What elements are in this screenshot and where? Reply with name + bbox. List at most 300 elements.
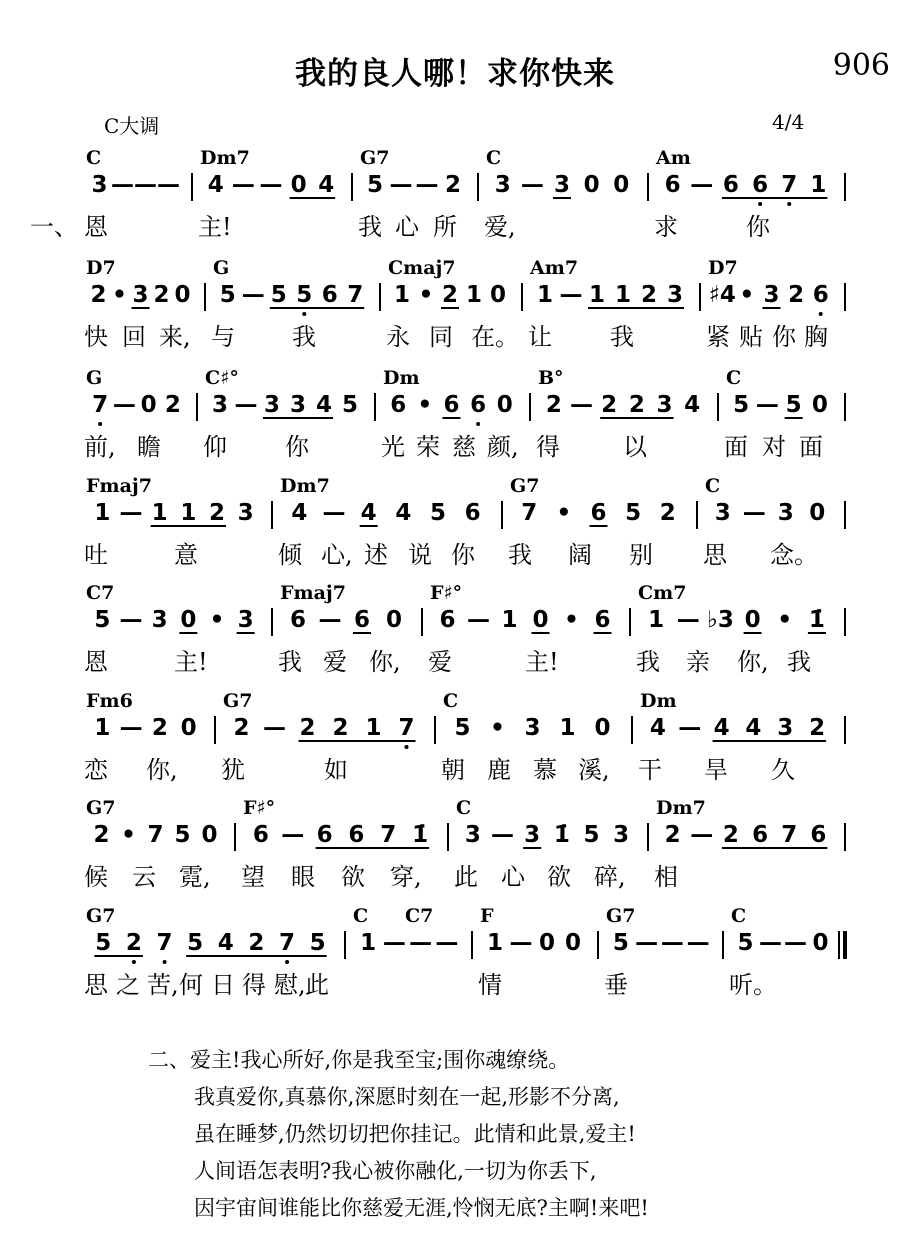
jianpu-note: 6 — [464, 500, 481, 526]
lower-octave-dot — [758, 202, 762, 206]
jianpu-note: 7 — [156, 930, 173, 956]
jianpu-note: 4 — [649, 715, 666, 741]
lyric-syllable: 说 — [408, 541, 432, 569]
jianpu-note: 1 — [151, 500, 168, 526]
lyric-syllable: 心 — [395, 213, 419, 241]
jianpu-note: 3 — [237, 607, 254, 633]
dot-augmentation: • — [739, 282, 755, 308]
lyric-syllable: 快 — [84, 323, 108, 351]
verse-two-line: 人间语怎表明?我心被你融化,一切为你丢下, — [194, 1159, 597, 1183]
dot-augmentation: • — [556, 500, 572, 526]
jianpu-note: 4 — [291, 500, 308, 526]
lyric-syllable: 鹿 — [487, 756, 511, 784]
jianpu-note: 5 — [737, 930, 754, 956]
lyric-syllable: 此 — [454, 863, 478, 891]
jianpu-note: 0 — [583, 172, 600, 198]
score-system — [0, 903, 910, 1023]
chord-symbol: Fmaj7 — [86, 475, 152, 497]
jianpu-note: 2 — [722, 822, 739, 848]
lyric-syllable: 同 — [429, 323, 453, 351]
dot-augmentation: • — [209, 607, 225, 633]
dot-augmentation: • — [777, 607, 793, 633]
dash-extension: — — [318, 607, 342, 633]
jianpu-note: 6 — [443, 392, 460, 418]
lyric-syllable: 朝 — [441, 756, 465, 784]
lyric-syllable: 我 — [508, 541, 532, 569]
dash-extension: — — [241, 282, 265, 308]
lower-octave-dot — [787, 202, 791, 206]
dash-extension: — — [119, 715, 143, 741]
lyric-syllable: 回 — [122, 323, 146, 351]
system-notation — [0, 580, 910, 642]
jianpu-note: 0 — [496, 392, 513, 418]
dash-extension: — — [660, 930, 684, 956]
jianpu-note: 3 — [289, 392, 307, 418]
page-number: 906 — [832, 48, 890, 83]
jianpu-note: 5 — [296, 282, 313, 308]
jianpu-note: 2 — [299, 715, 316, 741]
jianpu-note: 4 — [315, 392, 333, 418]
jianpu-note: 2 — [164, 392, 181, 418]
jianpu-note: 2 — [545, 392, 562, 418]
dash-extension: — — [559, 282, 583, 308]
jianpu-note: 1 — [810, 172, 827, 198]
jianpu-note: 3 — [151, 607, 168, 633]
dash-extension: — — [382, 930, 406, 956]
chord-symbol: Cmaj7 — [388, 257, 456, 279]
jianpu-note: 0 — [809, 500, 826, 526]
jianpu-note: 7 — [92, 392, 109, 418]
jianpu-note: 0 — [180, 715, 197, 741]
lyric-syllable: 以 — [623, 433, 647, 461]
jianpu-note: 3 — [714, 500, 731, 526]
jianpu-note: 4 — [684, 392, 701, 418]
chord-symbol: G7 — [86, 797, 116, 819]
chord-symbol: B° — [538, 367, 564, 389]
jianpu-note: 6 — [590, 500, 607, 526]
lyric-syllable: 恩 — [84, 648, 108, 676]
jianpu-note: 7 — [781, 172, 798, 198]
dash-extension: — — [263, 715, 286, 741]
lyrics-line — [0, 857, 910, 891]
verse-two-line: 我真爱你,真慕你,深愿时刻在一起,形影不分离, — [194, 1085, 620, 1109]
chord-symbol: Am7 — [530, 257, 579, 279]
jianpu-note: 6 — [470, 392, 487, 418]
lyric-syllable: 你, — [146, 756, 178, 784]
lyric-syllable: 慰, — [274, 971, 306, 999]
dash-extension: — — [259, 172, 283, 198]
jianpu-note: 1 — [648, 607, 665, 633]
jianpu-note: 3 — [494, 172, 511, 198]
jianpu-note: 0 — [180, 607, 197, 633]
system-notation — [0, 473, 910, 535]
lyric-syllable: 听。 — [729, 971, 777, 999]
lyric-syllable: 胸 — [804, 323, 828, 351]
lyric-syllable: 贴 — [739, 323, 763, 351]
final-bar-line — [843, 931, 847, 959]
lower-octave-dot — [819, 312, 823, 316]
dash-extension: — — [322, 500, 346, 526]
chord-symbol: F — [480, 905, 494, 927]
jianpu-note: 1 — [501, 607, 518, 633]
jianpu-note: 3 — [777, 715, 794, 741]
jianpu-note: 1 — [588, 282, 606, 308]
lyric-syllable: 仰 — [203, 433, 227, 461]
jianpu-note: ♭3 — [706, 607, 734, 633]
jianpu-note: 0 — [532, 607, 549, 633]
jianpu-note: 7 — [781, 822, 798, 848]
jianpu-note: 0 — [290, 172, 307, 198]
jianpu-note: 5 — [219, 282, 236, 308]
chord-symbol: Dm — [640, 690, 677, 712]
lyric-syllable: 慕 — [533, 756, 557, 784]
jianpu-note: 0 — [385, 607, 403, 633]
lyric-syllable: 瞻 — [137, 433, 161, 461]
lyrics-line — [0, 965, 910, 999]
time-signature: 4/4 — [772, 110, 805, 134]
lyric-syllable: 此 — [305, 971, 329, 999]
lyric-syllable: 你 — [285, 433, 309, 461]
lyric-syllable: 苦, — [147, 971, 179, 999]
jianpu-note: 2 — [664, 822, 681, 848]
lyric-syllable: 求 — [654, 213, 678, 241]
lyric-syllable: 思 — [84, 971, 108, 999]
jianpu-note: 1 — [486, 930, 504, 956]
jianpu-note: 0 — [564, 930, 582, 956]
lyric-syllable: 思 — [703, 541, 727, 569]
lyric-syllable: 日 — [211, 971, 235, 999]
jianpu-note: 5 — [733, 392, 750, 418]
lyric-syllable: 面 — [724, 433, 748, 461]
jianpu-note: 2 — [601, 392, 618, 418]
jianpu-note: 6 — [289, 607, 307, 633]
lyric-syllable: 碎, — [594, 863, 626, 891]
lyric-syllable: 让 — [528, 323, 552, 351]
chord-symbol: G7 — [86, 905, 116, 927]
jianpu-note: 5 — [454, 715, 471, 741]
jianpu-note: 2 — [788, 282, 805, 308]
chord-symbol: Dm — [383, 367, 420, 389]
chord-symbol: G7 — [223, 690, 253, 712]
jianpu-note: 4 — [207, 172, 224, 198]
lyric-syllable: 与 — [211, 323, 235, 351]
lyric-syllable: 我 — [358, 213, 382, 241]
lyric-syllable: 心, — [321, 541, 353, 569]
jianpu-note: 6 — [812, 282, 829, 308]
verse-two-line: 二、爱主!我心所好,你是我至宝;围你魂缭绕。 — [148, 1048, 570, 1072]
lower-octave-dot — [98, 422, 102, 426]
lyric-syllable: 我 — [610, 323, 634, 351]
jianpu-note: 7 — [398, 715, 415, 741]
score-system — [0, 795, 910, 915]
dash-extension: — — [759, 930, 782, 956]
lyric-syllable: 何 — [179, 971, 203, 999]
jianpu-note: 1 — [559, 715, 576, 741]
jianpu-note: 5 — [95, 930, 112, 956]
chord-symbol: C — [456, 797, 472, 819]
jianpu-note: 6 — [752, 172, 769, 198]
dash-extension: — — [520, 172, 544, 198]
jianpu-note: 6 — [752, 822, 769, 848]
lyric-syllable: 在。 — [471, 323, 519, 351]
dot-augmentation: • — [121, 822, 136, 848]
jianpu-note: 7 — [380, 822, 397, 848]
jianpu-note: 2 — [628, 392, 645, 418]
chord-symbol: F♯° — [430, 582, 463, 604]
lyric-syllable: 慈 — [452, 433, 476, 461]
jianpu-note: 3 — [763, 282, 780, 308]
system-notation — [0, 903, 910, 965]
lyric-syllable: 我 — [787, 648, 811, 676]
lyric-syllable: 吐 — [84, 541, 108, 569]
chord-symbol: C — [86, 147, 102, 169]
jianpu-note: 6 — [810, 822, 827, 848]
jianpu-note: 6 — [439, 607, 456, 633]
jianpu-note: 3 — [777, 500, 794, 526]
score-system — [0, 365, 910, 485]
lyric-syllable: 穿, — [390, 863, 422, 891]
jianpu-note: 3 — [666, 282, 684, 308]
jianpu-note: 1 — [614, 282, 632, 308]
dash-extension: — — [742, 500, 766, 526]
lyric-syllable: 爱 — [428, 648, 452, 676]
lyric-syllable: 所 — [433, 213, 457, 241]
dash-extension: — — [415, 172, 439, 198]
lyric-syllable: 干 — [638, 756, 662, 784]
chord-symbol: D7 — [86, 257, 116, 279]
lyric-syllable: 荣 — [416, 433, 440, 461]
lyric-syllable: 你, — [737, 648, 769, 676]
lower-octave-dot — [285, 960, 289, 964]
lyrics-line — [0, 750, 910, 784]
dash-extension: — — [690, 172, 714, 198]
jianpu-note: 1 — [94, 715, 111, 741]
jianpu-note: 0 — [489, 282, 507, 308]
jianpu-note: 6 — [252, 822, 269, 848]
jianpu-note: 7 — [279, 930, 296, 956]
lyric-syllable: 相 — [654, 863, 678, 891]
lyric-syllable: 阔 — [568, 541, 592, 569]
dot-augmentation: • — [490, 715, 505, 741]
jianpu-note: 6 — [353, 607, 371, 633]
jianpu-note: 5 — [94, 607, 111, 633]
jianpu-note: 3 — [211, 392, 229, 418]
dash-extension: — — [676, 607, 700, 633]
jianpu-note: 5 — [366, 172, 384, 198]
jianpu-note: 3 — [524, 715, 541, 741]
jianpu-note: 3 — [656, 392, 673, 418]
dash-extension: — — [234, 392, 258, 418]
jianpu-note: 2 — [151, 715, 168, 741]
lyric-syllable: 永 — [386, 323, 410, 351]
jianpu-note: 5 — [785, 392, 802, 418]
system-notation — [0, 688, 910, 750]
lyrics-line — [0, 317, 910, 351]
system-notation — [0, 255, 910, 317]
dash-extension: — — [784, 930, 807, 956]
lyric-syllable: 倾 — [278, 541, 302, 569]
dash-extension: — — [686, 930, 710, 956]
jianpu-note: 2 — [809, 715, 826, 741]
lyric-syllable: 我 — [292, 323, 316, 351]
jianpu-note: 1̇ — [553, 822, 570, 848]
jianpu-note: 2 — [332, 715, 349, 741]
chord-symbol: Am — [656, 147, 691, 169]
dash-extension: — — [112, 392, 136, 418]
jianpu-note: 6 — [348, 822, 365, 848]
song-title: 我的良人哪！求你快来 — [295, 56, 615, 92]
lyric-syllable: 心 — [501, 863, 525, 891]
lower-octave-dot — [476, 422, 480, 426]
verse-two-line: 因宇宙间谁能比你慈爱无涯,怜悯无底?主啊!来吧! — [194, 1196, 649, 1220]
dash-extension: — — [509, 930, 533, 956]
jianpu-note: 0 — [811, 392, 828, 418]
jianpu-note: 3 — [237, 500, 254, 526]
jianpu-note: 1 — [365, 715, 382, 741]
jianpu-note: 3 — [524, 822, 541, 848]
lyric-syllable: 紧 — [706, 323, 730, 351]
jianpu-note: 0 — [613, 172, 630, 198]
jianpu-note: 0 — [201, 822, 218, 848]
lyric-syllable: 溪, — [578, 756, 610, 784]
lyric-syllable: 对 — [762, 433, 786, 461]
jianpu-note: 4 — [217, 930, 234, 956]
jianpu-note: 2 — [248, 930, 265, 956]
lyric-syllable: 你, — [369, 648, 401, 676]
jianpu-note: 7 — [147, 822, 164, 848]
jianpu-note: 3 — [132, 282, 149, 308]
dot-augmentation: • — [112, 282, 127, 308]
jianpu-note: 1 — [180, 500, 197, 526]
lyric-syllable: 候 — [84, 863, 108, 891]
lyric-syllable: 爱, — [484, 213, 516, 241]
score-system — [0, 255, 910, 375]
dash-extension: — — [119, 607, 143, 633]
lyric-syllable: 面 — [799, 433, 823, 461]
dash-extension: — — [157, 172, 180, 198]
jianpu-note: 2 — [233, 715, 250, 741]
jianpu-note: 5 — [429, 500, 447, 526]
jianpu-note: 4 — [745, 715, 762, 741]
lyrics-line — [0, 427, 910, 461]
lyric-syllable: 述 — [364, 541, 388, 569]
lyric-syllable: 情 — [478, 971, 502, 999]
lyric-syllable: 犹 — [221, 756, 245, 784]
key-signature: C大调 — [104, 114, 160, 138]
chord-symbol: F♯° — [243, 797, 276, 819]
chord-symbol: C7 — [86, 582, 115, 604]
chord-symbol: Dm7 — [200, 147, 250, 169]
lyric-syllable: 念。 — [770, 541, 818, 569]
jianpu-note: 5 — [583, 822, 600, 848]
dash-extension: — — [409, 930, 433, 956]
chord-symbol: C♯° — [205, 367, 239, 389]
lower-octave-dot — [405, 745, 409, 749]
dot-augmentation: • — [417, 392, 433, 418]
lyric-syllable: 你 — [451, 541, 475, 569]
chord-symbol: C — [353, 905, 369, 927]
lyric-syllable: 之 — [116, 971, 140, 999]
jianpu-note: 0 — [812, 930, 829, 956]
jianpu-note: 3 — [553, 172, 571, 198]
dash-extension: — — [755, 392, 779, 418]
chord-symbol: Fmaj7 — [280, 582, 346, 604]
jianpu-note: 2 — [444, 172, 462, 198]
jianpu-note: 5 — [309, 930, 326, 956]
chord-symbol: C — [705, 475, 721, 497]
jianpu-note: 6 — [316, 822, 333, 848]
lyric-syllable: 如 — [324, 756, 348, 784]
lyric-syllable: 望 — [241, 863, 265, 891]
lyric-syllable: 我 — [278, 648, 302, 676]
jianpu-note: 5 — [612, 930, 629, 956]
jianpu-note: 3 — [263, 392, 281, 418]
chord-symbol: G7 — [606, 905, 636, 927]
dash-extension: — — [635, 930, 659, 956]
lyric-syllable: 主! — [198, 213, 232, 241]
chord-symbol: G — [86, 367, 103, 389]
lyric-syllable: 眼 — [291, 863, 315, 891]
dot-augmentation: • — [564, 607, 579, 633]
verse-label: 一、 — [30, 213, 78, 241]
lyric-syllable: 你 — [746, 213, 770, 241]
dash-extension: — — [435, 930, 459, 956]
jianpu-note: 4 — [318, 172, 335, 198]
chord-symbol: G — [213, 257, 230, 279]
jianpu-note: 1 — [465, 282, 483, 308]
chord-symbol: C7 — [405, 905, 434, 927]
jianpu-note: 2 — [90, 282, 107, 308]
jianpu-note: 0 — [744, 607, 761, 633]
chord-symbol: C — [486, 147, 502, 169]
jianpu-note: 2 — [153, 282, 170, 308]
chord-symbol: D7 — [708, 257, 738, 279]
lyric-syllable: 亲 — [686, 648, 710, 676]
lyric-syllable: 来, — [159, 323, 191, 351]
jianpu-note: 1 — [536, 282, 554, 308]
jianpu-note: 6 — [390, 392, 407, 418]
lyric-syllable: 光 — [381, 433, 405, 461]
dash-extension: — — [570, 392, 593, 418]
jianpu-note: 1̇ — [808, 607, 825, 633]
lyric-syllable: 霓, — [179, 863, 211, 891]
lower-octave-dot — [132, 960, 136, 964]
lyrics-line — [0, 207, 910, 241]
jianpu-note: 0 — [140, 392, 157, 418]
jianpu-note: 5 — [174, 822, 191, 848]
verse-two-line: 虽在睡梦,仍然切切把你挂记。此情和此景,爱主! — [194, 1122, 636, 1146]
jianpu-note: 5 — [341, 392, 359, 418]
lyric-syllable: 你 — [772, 323, 796, 351]
jianpu-note: 4 — [360, 500, 377, 526]
lyric-syllable: 欲 — [341, 863, 365, 891]
lyric-syllable: 爱 — [323, 648, 347, 676]
lyric-syllable: 主! — [174, 648, 208, 676]
jianpu-note: 6 — [722, 172, 739, 198]
lower-octave-dot — [163, 960, 167, 964]
jianpu-note: 5 — [625, 500, 642, 526]
dash-extension: — — [678, 715, 702, 741]
score-system — [0, 580, 910, 700]
dash-extension: — — [111, 172, 134, 198]
jianpu-note: 1 — [393, 282, 411, 308]
jianpu-note: 6 — [664, 172, 681, 198]
lyric-syllable: 意 — [174, 541, 198, 569]
lyric-syllable: 得 — [242, 971, 266, 999]
lyric-syllable: 旱 — [704, 756, 728, 784]
chord-symbol: C — [443, 690, 459, 712]
dash-extension: — — [467, 607, 490, 633]
